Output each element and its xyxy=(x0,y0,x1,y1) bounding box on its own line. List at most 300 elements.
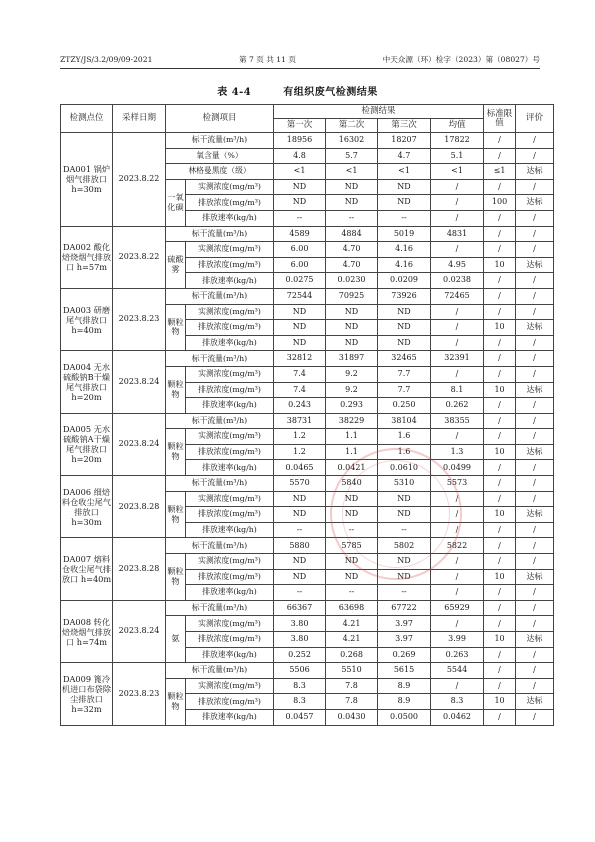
standard-limit: / xyxy=(484,429,516,445)
evaluation: / xyxy=(516,663,554,679)
result-mean: 17822 xyxy=(431,133,484,149)
standard-limit: 10 xyxy=(484,257,516,273)
result-run-1: 4589 xyxy=(274,226,326,242)
test-item: 实测浓度(mg/m³) xyxy=(186,429,274,445)
table-row xyxy=(61,600,554,616)
pollutant-name: 颗粒物 xyxy=(166,429,186,476)
result-run-1: 4.8 xyxy=(274,148,326,164)
result-run-2: ND xyxy=(326,554,378,570)
test-item: 排放浓度(mg/m³) xyxy=(186,507,274,523)
table-row xyxy=(61,413,554,429)
test-item: 实测浓度(mg/m³) xyxy=(186,366,274,382)
standard-limit: / xyxy=(484,554,516,570)
result-run-1: ND xyxy=(274,320,326,336)
header-limit: 标准限值 xyxy=(484,105,516,133)
result-run-1: 0.252 xyxy=(274,647,326,663)
evaluation: / xyxy=(516,554,554,570)
sampling-date: 2023.8.22 xyxy=(113,226,166,288)
result-run-3: ND xyxy=(378,320,431,336)
test-item: 排放浓度(mg/m³) xyxy=(186,694,274,710)
result-run-2: ND xyxy=(326,320,378,336)
result-run-2: 7.8 xyxy=(326,678,378,694)
result-mean: / xyxy=(431,320,484,336)
result-run-1: 3.80 xyxy=(274,632,326,648)
standard-limit: 10 xyxy=(484,632,516,648)
standard-limit: 10 xyxy=(484,507,516,523)
sampling-date: 2023.8.22 xyxy=(113,133,166,227)
test-item: 标干流量(m³/h) xyxy=(166,600,274,616)
result-run-3: 0.0500 xyxy=(378,709,431,725)
standard-limit: / xyxy=(484,600,516,616)
result-run-3: 0.0610 xyxy=(378,460,431,476)
evaluation: 达标 xyxy=(516,632,554,648)
evaluation: 达标 xyxy=(516,569,554,585)
evaluation: / xyxy=(516,288,554,304)
standard-limit: / xyxy=(484,663,516,679)
standard-limit: / xyxy=(484,351,516,367)
result-mean: / xyxy=(431,491,484,507)
sampling-point: DA006 细焙料仓收尘尾气排放口 h=30m xyxy=(61,476,113,538)
test-item: 标干流量(m³/h) xyxy=(166,288,274,304)
result-mean: 72465 xyxy=(431,288,484,304)
result-run-2: ND xyxy=(326,179,378,195)
result-run-1: 6.00 xyxy=(274,242,326,258)
standard-limit: / xyxy=(484,210,516,226)
test-item: 标干流量(m³/h) xyxy=(166,351,274,367)
result-run-2: -- xyxy=(326,585,378,601)
result-mean: / xyxy=(431,335,484,351)
result-run-1: 38731 xyxy=(274,413,326,429)
test-item: 标干流量(m³/h) xyxy=(166,663,274,679)
result-mean: 4831 xyxy=(431,226,484,242)
result-run-2: 16302 xyxy=(326,133,378,149)
result-mean: 38355 xyxy=(431,413,484,429)
standard-limit: 10 xyxy=(484,694,516,710)
standard-limit: / xyxy=(484,226,516,242)
table-row xyxy=(61,351,554,367)
test-item: 排放浓度(mg/m³) xyxy=(186,195,274,211)
standard-limit: / xyxy=(484,398,516,414)
result-mean: / xyxy=(431,554,484,570)
result-run-2: 9.2 xyxy=(326,366,378,382)
test-item: 排放速率(kg/h) xyxy=(186,335,274,351)
test-item: 排放速率(kg/h) xyxy=(186,273,274,289)
standard-limit: / xyxy=(484,460,516,476)
result-run-1: 8.3 xyxy=(274,694,326,710)
header-run-1: 第一次 xyxy=(274,119,326,133)
test-item: 排放速率(kg/h) xyxy=(186,398,274,414)
standard-limit: / xyxy=(484,647,516,663)
test-item: 排放速率(kg/h) xyxy=(186,522,274,538)
standard-limit: / xyxy=(484,709,516,725)
evaluation: / xyxy=(516,647,554,663)
result-run-1: 32812 xyxy=(274,351,326,367)
evaluation: 达标 xyxy=(516,507,554,523)
evaluation: / xyxy=(516,429,554,445)
evaluation: / xyxy=(516,133,554,149)
result-run-1: 5570 xyxy=(274,476,326,492)
standard-limit: / xyxy=(484,273,516,289)
page-info: 第 7 页 共 11 页 xyxy=(239,54,296,64)
test-item: 排放浓度(mg/m³) xyxy=(186,569,274,585)
result-mean: / xyxy=(431,522,484,538)
result-run-1: ND xyxy=(274,507,326,523)
result-run-2: 9.2 xyxy=(326,382,378,398)
result-run-3: 0.250 xyxy=(378,398,431,414)
test-item: 排放浓度(mg/m³) xyxy=(186,632,274,648)
header-mean: 均值 xyxy=(431,119,484,133)
result-run-1: <1 xyxy=(274,164,326,180)
result-run-1: 8.3 xyxy=(274,678,326,694)
evaluation: / xyxy=(516,398,554,414)
result-mean: 4.95 xyxy=(431,257,484,273)
evaluation: / xyxy=(516,273,554,289)
result-run-3: 5615 xyxy=(378,663,431,679)
result-run-1: ND xyxy=(274,179,326,195)
evaluation: 达标 xyxy=(516,444,554,460)
table-caption xyxy=(0,83,595,98)
result-run-1: ND xyxy=(274,304,326,320)
result-run-3: 5019 xyxy=(378,226,431,242)
standard-limit: 10 xyxy=(484,382,516,398)
standard-limit: / xyxy=(484,678,516,694)
evaluation: / xyxy=(516,616,554,632)
result-mean: 5822 xyxy=(431,538,484,554)
result-mean: 0.0499 xyxy=(431,460,484,476)
result-run-2: 4.70 xyxy=(326,242,378,258)
test-item: 排放浓度(mg/m³) xyxy=(186,257,274,273)
result-run-3: 7.7 xyxy=(378,382,431,398)
standard-limit: ≤1 xyxy=(484,164,516,180)
result-run-1: 7.4 xyxy=(274,366,326,382)
table-row xyxy=(61,226,554,242)
result-run-3: -- xyxy=(378,522,431,538)
result-run-2: 4884 xyxy=(326,226,378,242)
result-run-3: ND xyxy=(378,554,431,570)
result-mean: / xyxy=(431,507,484,523)
header-rule xyxy=(60,68,540,69)
sampling-date: 2023.8.24 xyxy=(113,413,166,475)
result-run-2: 0.0421 xyxy=(326,460,378,476)
result-run-3: -- xyxy=(378,210,431,226)
result-run-2: 4.21 xyxy=(326,632,378,648)
result-run-2: ND xyxy=(326,569,378,585)
test-item: 氧含量（%） xyxy=(166,148,274,164)
result-run-2: 0.0230 xyxy=(326,273,378,289)
test-item: 标干流量(m³/h) xyxy=(166,226,274,242)
result-run-3: 32465 xyxy=(378,351,431,367)
result-mean: / xyxy=(431,304,484,320)
result-run-3: 5310 xyxy=(378,476,431,492)
header-eval: 评价 xyxy=(516,105,554,133)
sampling-point: DA003 研磨尾气排放口 h=40m xyxy=(61,288,113,350)
result-run-2: ND xyxy=(326,491,378,507)
result-mean: 8.1 xyxy=(431,382,484,398)
result-run-3: 5802 xyxy=(378,538,431,554)
result-run-1: ND xyxy=(274,554,326,570)
evaluation: / xyxy=(516,148,554,164)
evaluation: / xyxy=(516,476,554,492)
result-mean: 5544 xyxy=(431,663,484,679)
result-mean: / xyxy=(431,179,484,195)
test-item: 排放浓度(mg/m³) xyxy=(186,444,274,460)
standard-limit: / xyxy=(484,242,516,258)
header-date: 采样日期 xyxy=(113,105,166,133)
result-run-3: <1 xyxy=(378,164,431,180)
result-run-3: ND xyxy=(378,304,431,320)
evaluation: / xyxy=(516,413,554,429)
header-run-3: 第三次 xyxy=(378,119,431,133)
standard-limit: / xyxy=(484,304,516,320)
test-item: 排放速率(kg/h) xyxy=(186,647,274,663)
table-body xyxy=(61,133,554,726)
result-run-1: 1.2 xyxy=(274,429,326,445)
result-run-3: ND xyxy=(378,179,431,195)
standard-limit: 100 xyxy=(484,195,516,211)
evaluation: / xyxy=(516,538,554,554)
standard-limit: 10 xyxy=(484,569,516,585)
result-run-3: ND xyxy=(378,507,431,523)
result-mean: 0.0462 xyxy=(431,709,484,725)
result-run-1: 7.4 xyxy=(274,382,326,398)
result-mean: / xyxy=(431,195,484,211)
result-mean: / xyxy=(431,210,484,226)
test-item: 排放速率(kg/h) xyxy=(186,210,274,226)
result-run-1: 18956 xyxy=(274,133,326,149)
result-mean: / xyxy=(431,678,484,694)
evaluation: / xyxy=(516,351,554,367)
result-run-2: 70925 xyxy=(326,288,378,304)
result-run-2: -- xyxy=(326,522,378,538)
header-results: 检测结果 xyxy=(274,105,484,119)
result-run-3: 7.7 xyxy=(378,366,431,382)
emission-results-table xyxy=(60,104,554,726)
evaluation: 达标 xyxy=(516,164,554,180)
sampling-point: DA007 熔料仓收尘尾气排放口 h=40m xyxy=(61,538,113,600)
result-run-2: 5785 xyxy=(326,538,378,554)
test-item: 排放速率(kg/h) xyxy=(186,585,274,601)
test-item: 实测浓度(mg/m³) xyxy=(186,554,274,570)
test-item: 标干流量(m³/h) xyxy=(166,538,274,554)
result-mean: / xyxy=(431,429,484,445)
result-run-2: -- xyxy=(326,210,378,226)
result-run-1: 1.2 xyxy=(274,444,326,460)
pollutant-name: 颗粒物 xyxy=(166,304,186,351)
pollutant-name: 氨 xyxy=(166,616,186,663)
standard-limit: / xyxy=(484,148,516,164)
evaluation: / xyxy=(516,179,554,195)
evaluation: / xyxy=(516,678,554,694)
pollutant-name: 硫酸雾 xyxy=(166,242,186,289)
test-item: 林格曼黑度（级） xyxy=(166,164,274,180)
sampling-point: DA004 无水硫酸钠B干燥尾气排放口 h=20m xyxy=(61,351,113,413)
result-mean: 65929 xyxy=(431,600,484,616)
header-point: 检测点位 xyxy=(61,105,113,133)
result-mean: 3.99 xyxy=(431,632,484,648)
result-run-3: 18207 xyxy=(378,133,431,149)
result-run-2: 4.21 xyxy=(326,616,378,632)
result-run-3: ND xyxy=(378,569,431,585)
result-run-3: 0.269 xyxy=(378,647,431,663)
result-run-2: ND xyxy=(326,507,378,523)
result-mean: 5573 xyxy=(431,476,484,492)
standard-limit: / xyxy=(484,522,516,538)
evaluation: / xyxy=(516,242,554,258)
header-run-2: 第二次 xyxy=(326,119,378,133)
result-run-3: ND xyxy=(378,335,431,351)
standard-limit: / xyxy=(484,476,516,492)
sampling-date: 2023.8.28 xyxy=(113,538,166,600)
result-run-3: 8.9 xyxy=(378,694,431,710)
result-run-1: 5880 xyxy=(274,538,326,554)
result-run-1: 0.0275 xyxy=(274,273,326,289)
pollutant-name: 一氧化碳 xyxy=(166,179,186,226)
pollutant-name: 颗粒物 xyxy=(166,366,186,413)
standard-limit: / xyxy=(484,413,516,429)
result-run-2: 38229 xyxy=(326,413,378,429)
pollutant-name: 颗粒物 xyxy=(166,678,186,725)
test-item: 实测浓度(mg/m³) xyxy=(186,179,274,195)
standard-limit: / xyxy=(484,288,516,304)
evaluation: / xyxy=(516,226,554,242)
table-row xyxy=(61,476,554,492)
evaluation: / xyxy=(516,366,554,382)
evaluation: / xyxy=(516,522,554,538)
table-row xyxy=(61,288,554,304)
result-mean: 0.262 xyxy=(431,398,484,414)
test-item: 标干流量(m³/h) xyxy=(166,413,274,429)
result-mean: 8.3 xyxy=(431,694,484,710)
result-run-2: 5510 xyxy=(326,663,378,679)
result-mean: 5.1 xyxy=(431,148,484,164)
evaluation: / xyxy=(516,585,554,601)
result-run-2: 0.0430 xyxy=(326,709,378,725)
result-run-3: 1.6 xyxy=(378,429,431,445)
result-mean: / xyxy=(431,366,484,382)
result-run-3: 3.97 xyxy=(378,616,431,632)
standard-limit: 10 xyxy=(484,444,516,460)
result-run-3: ND xyxy=(378,491,431,507)
table-row xyxy=(61,133,554,149)
evaluation: 达标 xyxy=(516,382,554,398)
result-run-2: 1.1 xyxy=(326,429,378,445)
sampling-point: DA009 篦冷机进口布袋除尘排放口 h=32m xyxy=(61,663,113,725)
standard-limit: / xyxy=(484,335,516,351)
result-run-2: <1 xyxy=(326,164,378,180)
result-run-3: -- xyxy=(378,585,431,601)
test-item: 排放浓度(mg/m³) xyxy=(186,382,274,398)
result-run-3: ND xyxy=(378,195,431,211)
sampling-point: DA008 转化焙烧烟气排放口 h=74m xyxy=(61,600,113,662)
evaluation: / xyxy=(516,304,554,320)
result-run-1: 66367 xyxy=(274,600,326,616)
table-row xyxy=(61,663,554,679)
result-run-3: 4.7 xyxy=(378,148,431,164)
standard-limit: 10 xyxy=(484,320,516,336)
result-run-3: 67722 xyxy=(378,600,431,616)
evaluation: / xyxy=(516,460,554,476)
doc-code: ZTZY/JS/3.2/09/09-2021 xyxy=(60,54,153,64)
result-mean: 0.263 xyxy=(431,647,484,663)
result-run-1: 0.243 xyxy=(274,398,326,414)
result-mean: 0.0238 xyxy=(431,273,484,289)
standard-limit: / xyxy=(484,585,516,601)
result-run-2: 7.8 xyxy=(326,694,378,710)
test-item: 排放速率(kg/h) xyxy=(186,460,274,476)
page-header xyxy=(60,52,540,66)
standard-limit: / xyxy=(484,366,516,382)
evaluation: / xyxy=(516,491,554,507)
sampling-point: DA001 锅炉烟气排放口 h=30m xyxy=(61,133,113,227)
result-run-2: 5.7 xyxy=(326,148,378,164)
test-item: 排放速率(kg/h) xyxy=(186,709,274,725)
sampling-point: DA005 无水硫酸钠A干燥尾气排放口 h=20m xyxy=(61,413,113,475)
test-item: 实测浓度(mg/m³) xyxy=(186,491,274,507)
result-run-1: -- xyxy=(274,522,326,538)
result-mean: / xyxy=(431,616,484,632)
test-item: 实测浓度(mg/m³) xyxy=(186,304,274,320)
result-run-3: 73926 xyxy=(378,288,431,304)
result-run-1: 72544 xyxy=(274,288,326,304)
result-mean: 32391 xyxy=(431,351,484,367)
result-run-1: ND xyxy=(274,491,326,507)
result-run-1: ND xyxy=(274,195,326,211)
result-run-3: 8.9 xyxy=(378,678,431,694)
result-run-3: 0.0209 xyxy=(378,273,431,289)
result-run-3: 4.16 xyxy=(378,257,431,273)
test-item: 标干流量(m³/h) xyxy=(166,476,274,492)
table-row xyxy=(61,538,554,554)
result-run-3: 38104 xyxy=(378,413,431,429)
sampling-date: 2023.8.24 xyxy=(113,351,166,413)
result-mean: / xyxy=(431,242,484,258)
standard-limit: / xyxy=(484,133,516,149)
pollutant-name: 颗粒物 xyxy=(166,491,186,538)
result-mean: / xyxy=(431,585,484,601)
result-run-1: 0.0457 xyxy=(274,709,326,725)
test-item: 标干流量(m³/h) xyxy=(166,133,274,149)
table-title: 有组织废气检测结果 xyxy=(283,87,378,98)
result-run-2: 0.268 xyxy=(326,647,378,663)
evaluation: / xyxy=(516,210,554,226)
result-run-1: -- xyxy=(274,210,326,226)
sampling-date: 2023.8.28 xyxy=(113,476,166,538)
pollutant-name: 颗粒物 xyxy=(166,554,186,601)
result-mean: / xyxy=(431,569,484,585)
evaluation: 达标 xyxy=(516,195,554,211)
result-mean: 1.3 xyxy=(431,444,484,460)
evaluation: / xyxy=(516,600,554,616)
result-run-3: 3.97 xyxy=(378,632,431,648)
test-item: 实测浓度(mg/m³) xyxy=(186,616,274,632)
test-item: 实测浓度(mg/m³) xyxy=(186,242,274,258)
sampling-date: 2023.8.23 xyxy=(113,288,166,350)
table-number: 表 4-4 xyxy=(217,87,252,98)
test-item: 排放浓度(mg/m³) xyxy=(186,320,274,336)
test-item: 实测浓度(mg/m³) xyxy=(186,678,274,694)
header-item: 检测项目 xyxy=(166,105,274,133)
evaluation: / xyxy=(516,335,554,351)
result-run-3: 1.6 xyxy=(378,444,431,460)
result-run-2: 4.70 xyxy=(326,257,378,273)
result-run-1: ND xyxy=(274,569,326,585)
evaluation: 达标 xyxy=(516,694,554,710)
report-number: 中天众源（环）检字（2023）第（08027）号 xyxy=(382,54,540,64)
result-run-3: 4.16 xyxy=(378,242,431,258)
standard-limit: / xyxy=(484,179,516,195)
result-run-1: ND xyxy=(274,335,326,351)
evaluation: 达标 xyxy=(516,320,554,336)
